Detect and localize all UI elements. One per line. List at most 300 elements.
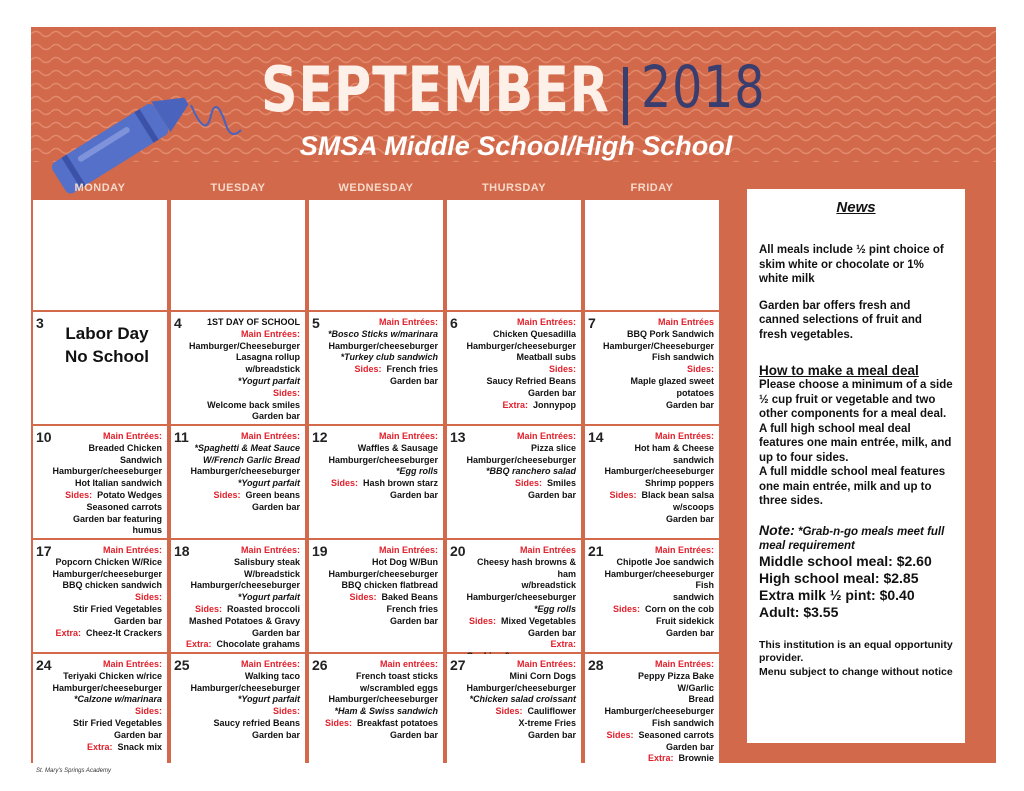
menu-item: w/breadstick — [521, 580, 576, 591]
day-number: 27 — [450, 657, 466, 673]
menu-heading-label: Extra: — [185, 639, 212, 650]
howto-body: Please choose a minimum of a side ½ cup fruit or vegetable and two other components for a meal deal. A full high school meal deal features one main entrée, milk, and up to four sides. A full middle school meal features one main entrée, milk and up to three sides. — [759, 379, 953, 507]
menu-item: Hamburger/cheeseburger — [328, 694, 438, 705]
menu-line — [323, 341, 438, 353]
menu-item: X-treme Fries — [518, 717, 576, 728]
menu-item: Garden bar — [665, 399, 714, 410]
menu-heading-label: Sides: — [213, 489, 241, 500]
menu-item: Garden bar — [113, 615, 162, 626]
menu-item: Hamburger/cheeseburger — [466, 592, 576, 603]
menu-heading-label: Main Entrées: — [654, 659, 714, 669]
menu-items — [599, 659, 714, 765]
menu-heading — [599, 659, 714, 671]
menu-item: Mini Corn Dogs — [509, 670, 576, 681]
day-number: 21 — [588, 543, 604, 559]
menu-item: Hamburger/cheeseburger — [190, 466, 300, 477]
menu-line — [461, 580, 576, 592]
menu-item: Hamburger/cheeseburger — [52, 466, 162, 477]
menu-line — [599, 557, 714, 569]
menu-line — [323, 329, 438, 341]
menu-heading-label: Sides: — [272, 387, 300, 398]
news-panel — [747, 189, 965, 743]
menu-line — [461, 388, 576, 400]
menu-line — [47, 478, 162, 490]
menu-line — [461, 628, 576, 640]
menu-heading-label: Main Entrées — [657, 317, 714, 327]
howto-title: How to make a meal deal — [759, 363, 919, 378]
menu-line — [185, 466, 300, 478]
menu-heading-label: Sides: — [330, 478, 358, 489]
empty-day-cell — [171, 200, 305, 310]
menu-item: Walking taco — [244, 670, 300, 681]
menu-heading-label: Extra: — [55, 627, 81, 638]
menu-item: Hot Italian sandwich — [74, 478, 162, 489]
menu-heading-label: Main entrées: — [379, 659, 438, 669]
menu-heading-label: Sides: — [65, 489, 93, 500]
menu-line — [323, 706, 438, 718]
menu-heading — [461, 478, 576, 490]
menu-item: *Egg rolls — [533, 603, 576, 614]
menu-line — [461, 443, 576, 455]
menu-heading-label: Main Entrées: — [102, 545, 162, 555]
day-number: 7 — [588, 315, 596, 331]
menu-line — [599, 341, 714, 353]
menu-heading — [461, 400, 576, 412]
menu-heading-label: Sides: — [609, 489, 637, 500]
day-number: 18 — [174, 543, 190, 559]
menu-heading-label: Sides: — [606, 729, 634, 740]
menu-item: *Yogurt parfait — [237, 478, 300, 489]
menu-line — [185, 502, 300, 514]
menu-heading-label: Sides: — [324, 717, 352, 728]
day-number: 6 — [450, 315, 458, 331]
menu-line — [323, 671, 438, 683]
menu-heading-label: Main Entrées: — [240, 431, 300, 441]
menu-line — [323, 490, 438, 502]
menu-heading-label: Main Entrées: — [654, 545, 714, 555]
menu-items — [185, 431, 300, 514]
menu-heading-label: Main Entrées: — [378, 317, 438, 327]
price-high: High school meal: $2.85 — [759, 569, 919, 586]
menu-item: Lasagna rollup w/breadstick — [235, 352, 300, 375]
empty-day-cell — [33, 200, 167, 310]
menu-heading-label: Sides: — [194, 603, 222, 614]
news-milk: All meals include ½ pint choice of skim white or chocolate or 1% white milk — [759, 244, 944, 285]
menu-item: Hamburger/cheeseburger — [190, 682, 300, 693]
menu-item: Garden bar — [251, 411, 300, 422]
menu-line — [323, 616, 438, 628]
menu-heading-label: Main Entrées: — [102, 431, 162, 441]
menu-line — [185, 569, 300, 581]
menu-heading — [185, 388, 300, 412]
menu-heading-label: Sides: — [272, 706, 300, 717]
menu-items — [47, 659, 162, 753]
menu-item: Garden bar — [113, 729, 162, 740]
day-number: 4 — [174, 315, 182, 331]
menu-heading — [47, 545, 162, 557]
menu-line — [185, 592, 300, 604]
menu-item: Potato Wedges — [92, 489, 162, 500]
menu-heading-label: Main Entrées: — [378, 431, 438, 441]
menu-item: Corn on the cob — [640, 603, 714, 614]
menu-heading — [599, 364, 714, 388]
grab-n-go-note — [759, 523, 953, 553]
calendar-grid — [31, 200, 721, 763]
title — [261, 49, 821, 129]
menu-heading-label: Sides: — [134, 592, 162, 603]
menu-line — [461, 671, 576, 683]
menu-item: Meatball subs — [516, 352, 576, 363]
menu-line — [185, 671, 300, 683]
menu-item: French fries — [386, 603, 438, 614]
menu-item: Garden bar — [665, 741, 714, 752]
day-cell-5 — [309, 312, 443, 424]
menu-item: BBQ chicken sandwich — [62, 580, 162, 591]
day-number: 11 — [174, 429, 189, 445]
menu-line — [461, 329, 576, 341]
menu-item: Hamburger/cheeseburger — [466, 340, 576, 351]
school-subtitle: SMSA Middle School/High School — [299, 131, 733, 161]
menu-heading — [185, 706, 300, 730]
menu-line — [599, 400, 714, 412]
menu-line — [323, 694, 438, 706]
menu-item: Garden bar — [527, 627, 576, 638]
day-number: 19 — [312, 543, 328, 559]
menu-line — [461, 730, 576, 742]
menu-line — [185, 628, 300, 640]
menu-item: Breaded Chicken Sandwich — [88, 442, 162, 465]
menu-item: Peppy Pizza Bake W/Garlic — [637, 670, 714, 693]
menu-item: Waffles & Sausage — [357, 442, 438, 453]
menu-item: Hamburger/cheeseburger — [52, 568, 162, 579]
menu-item: Garden bar — [527, 489, 576, 500]
menu-item: Hamburger/cheeseburger — [604, 466, 714, 477]
menu-heading-label: Extra: — [550, 639, 576, 650]
menu-line — [47, 683, 162, 695]
menu-line — [185, 411, 300, 423]
menu-line — [599, 388, 714, 400]
menu-line — [185, 694, 300, 706]
weekday-label: FRIDAY — [630, 182, 674, 194]
menu-line — [461, 341, 576, 353]
menu-heading — [599, 431, 714, 443]
menu-item: Welcome back smiles — [202, 399, 300, 410]
menu-line — [599, 502, 714, 514]
menu-heading — [461, 545, 576, 557]
menu-item: *Bosco Sticks w/marinara — [327, 328, 438, 339]
menu-heading — [185, 431, 300, 443]
day-number: 3 — [36, 315, 44, 331]
menu-item: Garden bar — [527, 387, 576, 398]
day-number: 26 — [312, 657, 328, 673]
menu-heading-label: Extra: — [502, 399, 528, 410]
menu-items — [323, 431, 438, 502]
menu-line — [323, 683, 438, 695]
menu-item: Salisbury steak — [233, 556, 300, 567]
menu-line — [323, 443, 438, 455]
menu-items — [47, 431, 162, 537]
day-cell-11 — [171, 426, 305, 538]
menu-item: Roasted broccoli — [221, 603, 300, 614]
menu-item: *Turkey club sandwich — [340, 352, 438, 363]
empty-day-cell — [447, 200, 581, 310]
menu-line — [323, 466, 438, 478]
menu-heading-label: Sides: — [468, 615, 496, 626]
menu-item: Stir Fried Vegetables — [67, 603, 162, 614]
menu-item: Hot Dog W/Bun — [372, 556, 438, 567]
menu-heading — [599, 490, 714, 502]
menu-item: Hamburger/cheeseburger — [604, 706, 714, 717]
menu-item: Mashed Potatoes & Gravy — [188, 615, 300, 626]
menu-line — [323, 557, 438, 569]
menu-heading — [185, 490, 300, 502]
menu-item: Hot ham & Cheese sandwich — [634, 442, 714, 465]
menu-line — [185, 341, 300, 353]
menu-item: Mixed Vegetables — [495, 615, 576, 626]
menu-heading-label: Sides: — [686, 364, 714, 375]
menu-heading-label: Main Entrées: — [516, 317, 576, 327]
day-cell-18 — [171, 540, 305, 652]
menu-item: *Chicken salad croissant — [469, 694, 576, 705]
menu-item: potatoes — [676, 387, 714, 398]
menu-line — [599, 569, 714, 593]
menu-heading — [599, 545, 714, 557]
day-cell-13 — [447, 426, 581, 538]
menu-items — [323, 659, 438, 742]
menu-items — [185, 317, 300, 423]
note-label: Note: — [759, 521, 795, 538]
menu-item: Snack mix — [112, 741, 162, 752]
menu-item: W/breadstick — [243, 568, 300, 579]
menu-line — [47, 557, 162, 569]
menu-line — [185, 730, 300, 742]
menu-line — [323, 455, 438, 467]
menu-items — [185, 545, 300, 651]
menu-item: Green beans — [240, 489, 300, 500]
title-year: 2018 — [641, 53, 766, 121]
menu-item: Hamburger/Cheeseburger — [188, 340, 300, 351]
menu-item: Black bean salsa — [636, 489, 714, 500]
menu-line — [599, 706, 714, 718]
day-cell-24 — [33, 654, 167, 763]
menu-item: Fish sandwich — [651, 717, 714, 728]
menu-line — [461, 466, 576, 478]
menu-line — [47, 580, 162, 592]
empty-day-cell — [309, 200, 443, 310]
menu-line — [599, 671, 714, 695]
menu-item: Maple glazed sweet — [625, 375, 714, 386]
weekday-label: WEDNESDAY — [338, 182, 414, 194]
menu-heading-label: Sides: — [349, 592, 377, 603]
menu-item: Jonnypop — [528, 399, 576, 410]
holiday-label: Labor Day No School — [64, 324, 150, 366]
menu-item: Stir Fried Vegetables — [67, 717, 162, 728]
menu-item: Teriyaki Chicken w/rice — [63, 670, 162, 681]
menu-line — [323, 730, 438, 742]
menu-line — [47, 569, 162, 581]
day-number: 13 — [450, 429, 466, 445]
menu-items — [599, 431, 714, 525]
menu-line — [185, 352, 300, 376]
menu-heading-label: Sides: — [495, 706, 523, 717]
menu-item: *Yogurt parfait — [237, 694, 300, 705]
menu-line — [47, 694, 162, 706]
price-middle: Middle school meal: $2.60 — [759, 552, 932, 569]
menu-item: Garden bar — [665, 627, 714, 638]
menu-heading — [323, 659, 438, 671]
weekday-label: THURSDAY — [481, 182, 547, 194]
news-garden-bar: Garden bar offers fresh and canned selections of fruit and fresh vegetables. — [759, 299, 922, 341]
menu-items — [599, 317, 714, 411]
menu-line — [599, 592, 714, 604]
menu-items — [599, 545, 714, 639]
day-cell-7 — [585, 312, 719, 424]
menu-line — [185, 317, 300, 329]
menu-line — [599, 352, 714, 364]
menu-item: Hamburger/cheeseburger — [52, 682, 162, 693]
menu-items — [323, 545, 438, 628]
menu-item: BBQ chicken flatbread — [341, 580, 438, 591]
menu-item: Smiles — [541, 478, 576, 489]
day-cell-20 — [447, 540, 581, 652]
menu-line — [461, 490, 576, 502]
menu-heading — [461, 317, 576, 329]
day-cell-28 — [585, 654, 719, 763]
menu-heading-label: Sides: — [514, 478, 542, 489]
menu-item: Hamburger/cheeseburger Fish — [604, 568, 714, 591]
menu-item: *Yogurt parfait — [237, 592, 300, 603]
menu-item: Garden bar — [389, 615, 438, 626]
day-number: 12 — [312, 429, 328, 445]
menu-line — [461, 718, 576, 730]
menu-heading — [323, 592, 438, 604]
menu-heading-label: Sides: — [612, 603, 640, 614]
menu-line — [47, 502, 162, 514]
day-number: 17 — [36, 543, 52, 559]
menu-line — [185, 376, 300, 388]
menu-items — [323, 317, 438, 388]
menu-item: Chicken Quesadilla — [492, 328, 576, 339]
menu-heading-label: Main Entrées: — [654, 431, 714, 441]
menu-item: French toast sticks — [355, 670, 438, 681]
menu-line — [599, 694, 714, 706]
note-text: *Grab-n-go meals meet full meal requirement — [759, 525, 945, 552]
menu-item: w/scoops — [672, 501, 714, 512]
menu-item: Saucy Refried Beans — [481, 375, 576, 386]
day-cell-14 — [585, 426, 719, 538]
menu-line — [323, 604, 438, 616]
menu-heading-label: Main Entrées: — [240, 659, 300, 669]
day-cell-19 — [309, 540, 443, 652]
menu-heading-label: Sides: — [134, 706, 162, 717]
menu-item: Hamburger/cheeseburger — [328, 454, 438, 465]
menu-item: Chipotle Joe sandwich — [616, 556, 714, 567]
menu-item: Brownie — [673, 753, 714, 764]
empty-day-cell — [585, 200, 719, 310]
day-number: 25 — [174, 657, 190, 673]
menu-item: Garden bar — [389, 489, 438, 500]
menu-item: French fries — [381, 364, 438, 375]
menu-heading — [185, 329, 300, 341]
menu-item: *Spaghetti & Meat Sauce — [194, 442, 300, 453]
day-cell-26 — [309, 654, 443, 763]
menu-item: Garden bar — [665, 513, 714, 524]
menu-item: Garden bar — [527, 729, 576, 740]
menu-items — [461, 545, 576, 663]
menu-heading — [323, 478, 438, 490]
menu-item: Hash brown starz — [357, 478, 438, 489]
menu-heading-label: Main Entrées: — [516, 659, 576, 669]
day-cell-27 — [447, 654, 581, 763]
menu-heading — [323, 317, 438, 329]
menu-heading — [47, 490, 162, 502]
day-cell-6 — [447, 312, 581, 424]
news-footer: This institution is an equal opportunity provider. Menu subject to change without notice — [759, 638, 953, 678]
weekday-label: TUESDAY — [210, 182, 266, 194]
menu-heading-label: Extra: — [647, 753, 674, 764]
menu-item: Saucy refried Beans — [208, 717, 300, 728]
menu-heading — [47, 592, 162, 616]
menu-line — [185, 557, 300, 569]
menu-heading — [323, 364, 438, 376]
day-cell-10 — [33, 426, 167, 538]
menu-heading — [47, 628, 162, 640]
menu-heading — [185, 545, 300, 557]
menu-heading — [599, 730, 714, 742]
menu-line — [599, 616, 714, 628]
menu-line — [599, 478, 714, 490]
menu-item: Hamburger/cheeseburger — [466, 682, 576, 693]
menu-item: sandwich — [672, 592, 714, 603]
menu-item: Shrimp poppers — [644, 478, 714, 489]
menu-line — [185, 455, 300, 467]
calendar-frame — [31, 27, 996, 763]
menu-item: Seasoned carrots — [633, 729, 714, 740]
menu-item: Garden bar — [251, 501, 300, 512]
menu-heading-label: Extra: — [86, 741, 113, 752]
menu-line — [185, 616, 300, 628]
menu-item: Fruit sidekick — [655, 615, 714, 626]
menu-item: Garden bar — [389, 729, 438, 740]
menu-line — [47, 466, 162, 478]
menu-line — [461, 604, 576, 616]
menu-item: Chocolate grahams — [211, 639, 300, 650]
menu-item: *Yogurt parfait — [237, 375, 300, 386]
menu-heading — [599, 604, 714, 616]
day-cell-17 — [33, 540, 167, 652]
title-divider — [623, 67, 628, 125]
menu-line — [599, 466, 714, 478]
menu-line — [185, 580, 300, 592]
menu-item: Baked Beans — [376, 592, 438, 603]
menu-heading-label: Main Entrées: — [378, 545, 438, 555]
menu-heading — [323, 431, 438, 443]
menu-items — [461, 317, 576, 411]
menu-item: Hamburger/Cheeseburger — [602, 340, 714, 351]
day-cell-21 — [585, 540, 719, 652]
menu-heading-label: Main Entrées: — [240, 545, 300, 555]
menu-item: Garden bar — [389, 375, 438, 386]
menu-line — [47, 514, 162, 538]
menu-item: W/French Garlic Bread — [202, 454, 300, 465]
menu-heading — [47, 431, 162, 443]
menu-item: Hamburger/cheeseburger — [328, 340, 438, 351]
menu-item: Garden bar — [251, 627, 300, 638]
menu-line — [599, 329, 714, 341]
menu-item: Hamburger/cheeseburger — [466, 454, 576, 465]
menu-item: *Calzone w/marinara — [73, 694, 162, 705]
menu-heading — [599, 317, 714, 329]
